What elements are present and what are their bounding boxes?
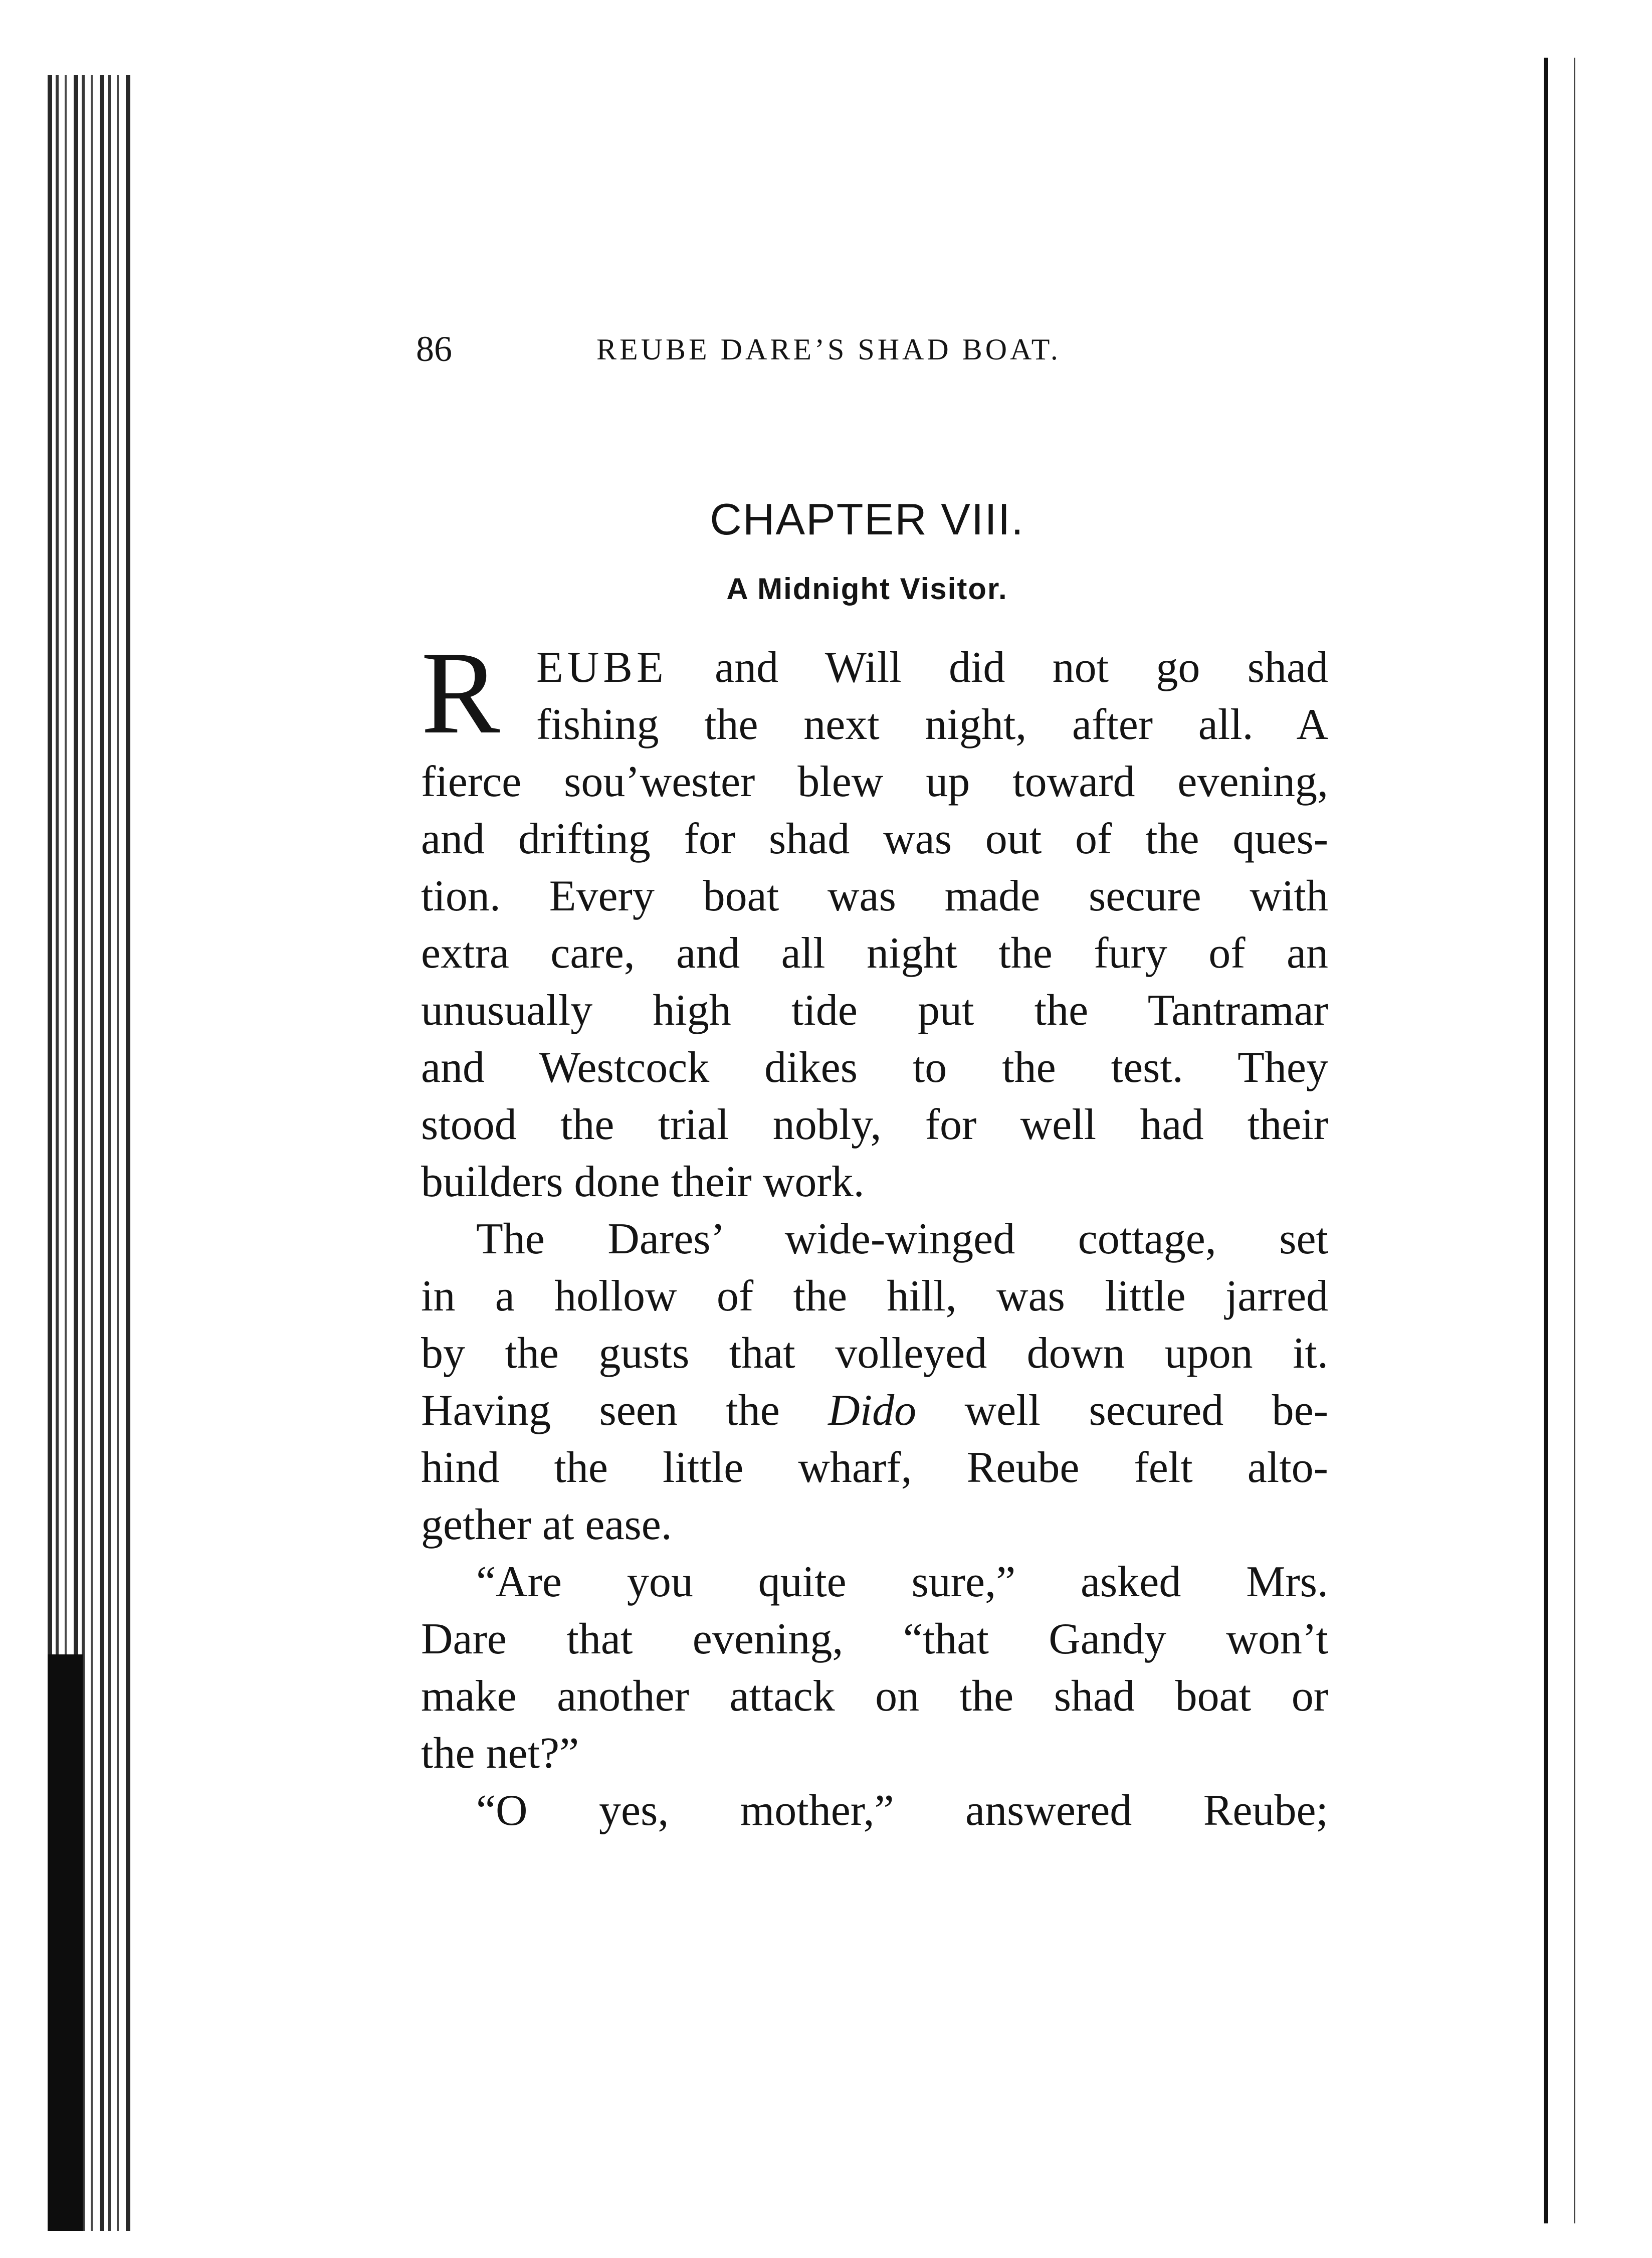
text-line-12: in a hollow of the hill, was little jarred bbox=[421, 1272, 1328, 1321]
text-line-3: fierce sou’wester blew up toward evening, bbox=[421, 758, 1328, 806]
first-line-tail: and Will did not go shad bbox=[715, 643, 1328, 692]
chapter-body bbox=[421, 628, 1329, 1839]
text-line-2: fishing the next night, after all. A bbox=[536, 700, 1328, 749]
chapter-number: CHAPTER VIII. bbox=[710, 494, 1024, 544]
text-line-18: Dare that evening, “that Gandy won’t bbox=[421, 1615, 1328, 1663]
drop-cap-continuation: EUBE bbox=[536, 643, 668, 692]
text-line-6: extra care, and all night the fury of an bbox=[421, 929, 1328, 978]
running-title: REUBE DARE’S SHAD BOAT. bbox=[596, 333, 1061, 366]
text-line-8: and Westcock dikes to the test. They bbox=[421, 1043, 1328, 1092]
text-line-11: The Dares’ wide-winged cottage, set bbox=[476, 1215, 1328, 1263]
text-line-19: make another attack on the shad boat or bbox=[421, 1672, 1328, 1721]
text-line-13: by the gusts that volleyed down upon it. bbox=[421, 1329, 1328, 1378]
text-line-15: hind the little wharf, Reube felt alto- bbox=[421, 1443, 1328, 1492]
text-line-17: “Are you quite sure,” asked Mrs. bbox=[476, 1558, 1328, 1606]
boat-name-dido: Dido bbox=[828, 1386, 917, 1435]
line-14-end: well secured be- bbox=[964, 1386, 1329, 1435]
text-line-7: unusually high tide put the Tantramar bbox=[421, 986, 1328, 1035]
text-line-16: gether at ease. bbox=[421, 1500, 672, 1549]
text-line-21: “O yes, mother,” answered Reube; bbox=[476, 1786, 1328, 1835]
text-line-14 bbox=[421, 1382, 1328, 1439]
text-line-1 bbox=[536, 639, 1328, 696]
text-line-5: tion. Every boat was made secure with bbox=[421, 872, 1328, 920]
drop-cap-letter: R bbox=[421, 628, 500, 759]
running-head bbox=[416, 328, 1143, 373]
text-line-9: stood the trial nobly, for well had their bbox=[421, 1100, 1328, 1149]
text-line-10: builders done their work. bbox=[421, 1158, 865, 1206]
page-right-edge bbox=[1544, 58, 1548, 2223]
binding-edge-dark bbox=[48, 1654, 83, 2231]
opening-paragraph-start bbox=[421, 628, 1328, 759]
text-line-20: the net?” bbox=[421, 1729, 579, 1778]
page-number: 86 bbox=[416, 329, 452, 369]
page-right-edge-inner bbox=[1574, 58, 1575, 2223]
chapter-title: A Midnight Visitor. bbox=[726, 572, 1008, 606]
line-14-start: Having seen the bbox=[421, 1386, 780, 1435]
text-line-4: and drifting for shad was out of the ques- bbox=[421, 815, 1328, 863]
